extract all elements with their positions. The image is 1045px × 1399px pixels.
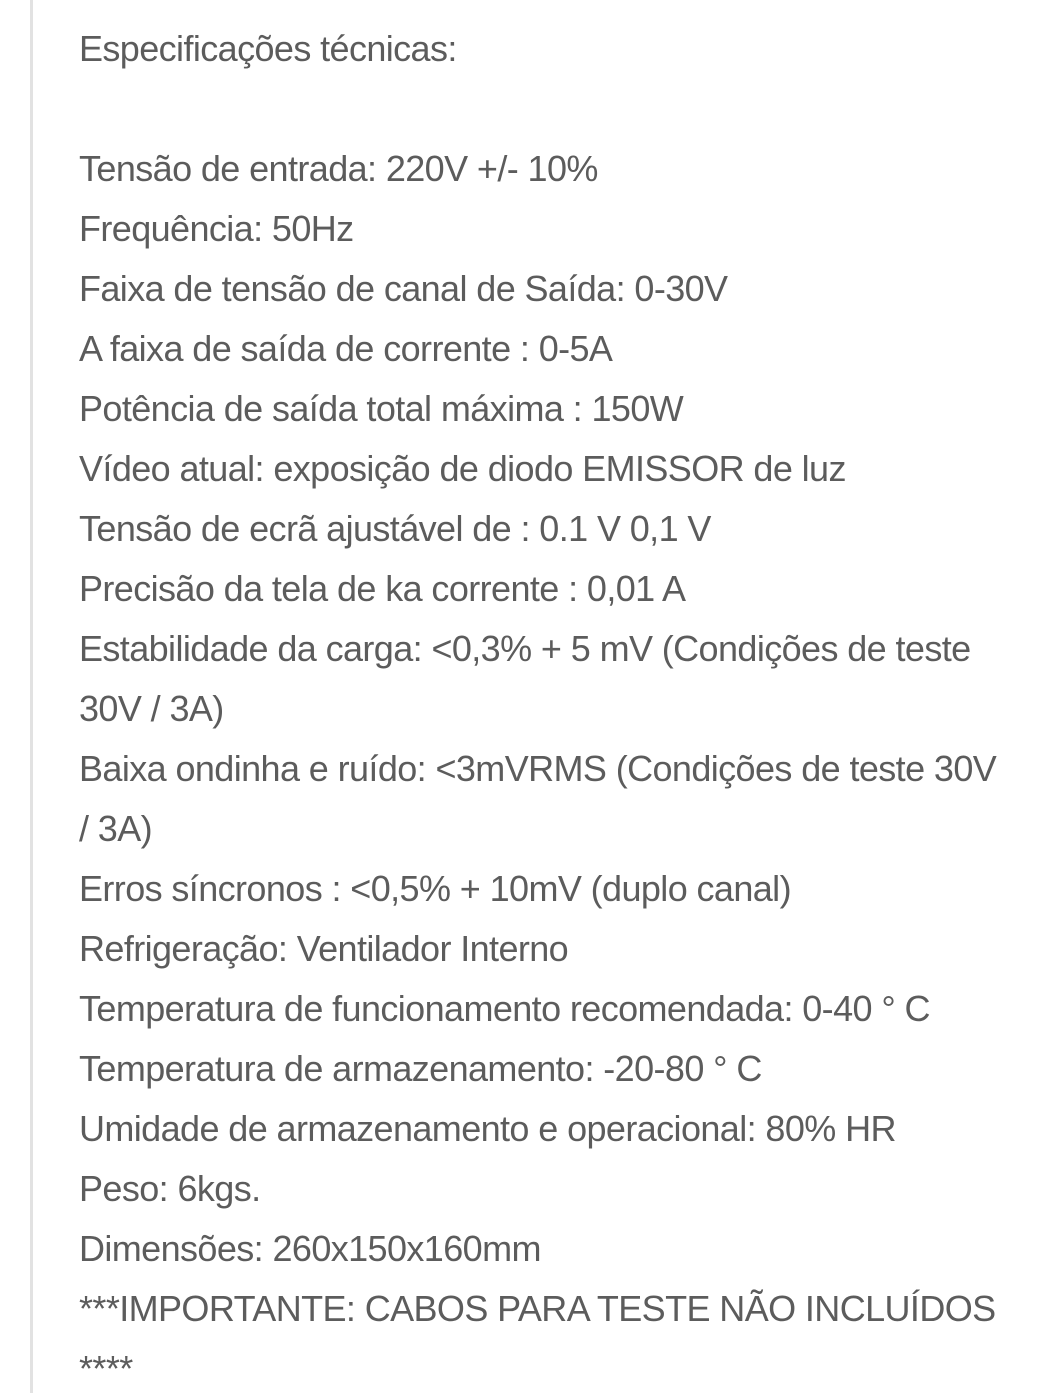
- left-border-line: [30, 0, 33, 1393]
- spec-dimensions: Dimensões: 260x150x160mm: [79, 1228, 541, 1269]
- spec-current-display-precision: Precisão da tela de ka corrente : 0,01 A: [79, 568, 686, 609]
- spec-cooling: Refrigeração: Ventilador Interno: [79, 928, 569, 969]
- spec-input-voltage: Tensão de entrada: 220V +/- 10%: [79, 148, 598, 189]
- spec-load-stability: Estabilidade da carga: <0,3% + 5 mV (Condições de teste 30V / 3A): [79, 628, 971, 729]
- spec-output-current-range: A faixa de saída de corrente : 0-5A: [79, 328, 613, 369]
- spec-max-output-power: Potência de saída total máxima : 150W: [79, 388, 684, 429]
- specifications-list: [79, 139, 1004, 1399]
- spec-display: Vídeo atual: exposição de diodo EMISSOR de luz: [79, 448, 846, 489]
- spec-voltage-display-resolution: Tensão de ecrã ajustável de : 0.1 V 0,1 V: [79, 508, 711, 549]
- spec-ripple-noise: Baixa ondinha e ruído: <3mVRMS (Condições de teste 30V / 3A): [79, 748, 997, 849]
- specifications-heading: Especificações técnicas:: [79, 28, 457, 69]
- blank-line: [79, 79, 1004, 139]
- spec-humidity: Umidade de armazenamento e operacional: 80% HR: [79, 1108, 896, 1149]
- spec-sync-errors: Erros síncronos : <0,5% + 10mV (duplo canal): [79, 868, 791, 909]
- spec-output-voltage-range: Faixa de tensão de canal de Saída: 0-30V: [79, 268, 728, 309]
- spec-important-notice: ***IMPORTANTE: CABOS PARA TESTE NÃO INCLUÍDOS ****: [79, 1288, 996, 1389]
- spec-storage-temperature: Temperatura de armazenamento: -20-80 ° C: [79, 1048, 762, 1089]
- spec-weight: Peso: 6kgs.: [79, 1168, 261, 1209]
- spec-operating-temperature: Temperatura de funcionamento recomendada: 0-40 ° C: [79, 988, 930, 1029]
- specifications-block: [79, 19, 1004, 1399]
- spec-frequency: Frequência: 50Hz: [79, 208, 354, 249]
